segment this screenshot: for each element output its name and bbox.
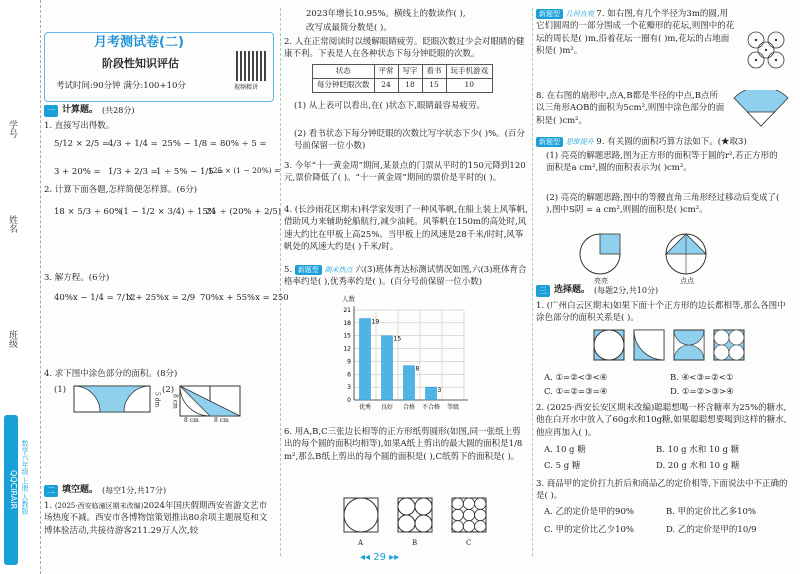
bar-良好 bbox=[382, 336, 393, 400]
qr-code-icon[interactable] bbox=[236, 51, 266, 81]
chart-y-label: 人数 bbox=[342, 295, 355, 303]
question-text: 2023年增长10.95%。横线上的数读作( ), bbox=[306, 9, 466, 19]
question-text: 6. 用A,B,C三张边长相等的正方形纸剪圆形(如图,同一张纸上剪出的每个圆的面积均相等),如果A纸上剪出的最大圆的面积是1/8 m²,那么B纸上剪出的每个圆的面积是( ),C纸剪下的面积是( )。 bbox=[284, 427, 523, 462]
thinking-tag: 思维提升 bbox=[565, 138, 594, 146]
figure-label: B bbox=[412, 539, 418, 547]
question-text: (2) 看书状态下每分钟眨眼的次数比写字状态下少( )%。(百分号前保留一位小数) bbox=[294, 129, 525, 152]
question-text: 2. 计算下面各题,怎样简便怎样算。(6分) bbox=[44, 185, 198, 195]
section-score: (共28分) bbox=[102, 106, 135, 116]
calc-item: 21 ÷ (20% + 2/5) bbox=[206, 207, 282, 217]
new-type-tag: 新题型 bbox=[536, 137, 563, 147]
circle-paper-figures bbox=[342, 496, 492, 536]
choice-option[interactable]: B. ④<③=②<① bbox=[670, 373, 734, 383]
column-divider bbox=[532, 8, 533, 556]
equation-item: 70%x + 55%x = 250 bbox=[200, 293, 289, 303]
x-tick-label: 合格 bbox=[402, 404, 416, 411]
question-text: 3. 解方程。(6分) bbox=[44, 273, 110, 283]
table-header-cell: 玩手机游戏 bbox=[446, 65, 493, 79]
left-binding-strip bbox=[0, 0, 41, 574]
calc-item: 3 + 20% = bbox=[54, 167, 101, 177]
calc-item: 18 × 5/3 ÷ 60% bbox=[54, 207, 123, 217]
new-type-tag: 新题型 bbox=[295, 265, 322, 275]
figure-label: A bbox=[358, 539, 364, 547]
data-label: 3 bbox=[437, 387, 442, 395]
choice-option[interactable]: B. 10 g 水和 10 g 糖 bbox=[656, 445, 740, 455]
x-tick-label: 良好 bbox=[380, 404, 394, 411]
section-title: 选择题。 bbox=[554, 285, 591, 296]
question-text: 3. 商品甲的定价打九折后和商品乙的定价相等,下面说法中不正确的是( )。 bbox=[536, 479, 788, 502]
x-tick-label: 等级 bbox=[446, 404, 460, 411]
figure-label: (1) bbox=[54, 385, 67, 395]
column-1 bbox=[44, 0, 289, 574]
calc-item: 5/12 × 2/5 = bbox=[54, 139, 110, 149]
choice-option[interactable]: C. 甲的定价比乙少10% bbox=[544, 525, 634, 535]
question-text: 8. 在右图的扇形中,点A,B都是半径的中点,B点所以三角形AOB的面积为5cm²,则图中涂色部分的面积是( )cm²。 bbox=[536, 91, 725, 126]
question-text: (1) 亮亮的解题思路,图为正方形的面积等于圆的r²,若正方形的面积是a cm²,圆的面积表示为( )cm²。 bbox=[546, 151, 778, 174]
name-label: 姓名 bbox=[7, 215, 17, 233]
page-subtitle: 阶段性知识评估 bbox=[102, 57, 179, 70]
blink-table bbox=[312, 64, 493, 93]
question-text: 1. (2025·西安临潼区期末改编)2024年国庆假期西安省游文艺市场热度不减。西安市各博物馆策划推出80余项主题展览和文博体验活动,共接待游客211.29万人次,较 bbox=[44, 501, 268, 536]
figure-label: (2) bbox=[162, 385, 175, 395]
table-cell: 15 bbox=[422, 78, 446, 92]
exam-time-line: 考试时间:90分钟 满分:100+10分 bbox=[56, 81, 186, 91]
question-text: 2. 人在正常阅读时以缓解眼睛疲劳。眨眼次数过少会对眼睛的健康不利。下表是人在各种状态下每分钟眨眼的次数。 bbox=[284, 37, 525, 60]
data-label: 19 bbox=[371, 318, 380, 326]
table-cell: 24 bbox=[374, 78, 398, 92]
x-tick-label: 不合格 bbox=[421, 404, 441, 411]
dimension-label: 8 cm bbox=[184, 417, 199, 424]
grade-label: 数学六年级 上册 人教版 bbox=[21, 440, 29, 515]
equation-item: 40%x − 1/4 = 7/12 bbox=[54, 293, 136, 303]
source-tag: (2025·西安临潼区期末改编) bbox=[54, 502, 144, 510]
section-1-header bbox=[44, 104, 134, 118]
dimension-label: 8 cm bbox=[214, 417, 229, 424]
table-cell: 18 bbox=[398, 78, 422, 92]
new-type-tag: 新题型 bbox=[536, 9, 563, 19]
calc-item: (1 − 1/2 × 3/4) ÷ 15% bbox=[120, 207, 216, 217]
question-text: 新题型 几何直观 7. 如右图,有几个半径为3m的圆,用它们圆周的一部分围成一个花瓣形的花坛,则图中的花坛的周长是( )m,沿着花坛一圈有( )m,花坛的占地面积是( )m²。 bbox=[536, 9, 735, 56]
x-tick-label: 优秀 bbox=[358, 404, 372, 411]
y-tick-label: 6 bbox=[347, 371, 351, 379]
calc-item: 25% − 1/8 = bbox=[162, 139, 217, 149]
choice-option[interactable]: A. ①=②<③<④ bbox=[544, 373, 608, 383]
calc-item: 125 × (1 − 20%) = bbox=[208, 166, 281, 175]
question-text: 4. 求下图中涂色部分的面积。(8分) bbox=[44, 369, 178, 379]
question-text: 新题型 思维提升 9. 有关圆的面积巧算方法如下。(★取3) bbox=[536, 136, 788, 148]
calc-item: 1 ÷ 5% − 1/5 = bbox=[156, 167, 224, 177]
dimension-label: 5 dm bbox=[153, 392, 161, 408]
section-score: (每空1分,共17分) bbox=[102, 486, 167, 496]
data-label: 15 bbox=[393, 335, 402, 343]
y-tick-label: 15 bbox=[343, 332, 351, 340]
square-options-figure bbox=[592, 328, 752, 362]
question-text: (1) 从上表可以看出,在( )状态下,眼睛最容易疲劳。 bbox=[294, 101, 485, 111]
class-label: 班级 bbox=[7, 330, 17, 348]
figure-label: 亮亮 bbox=[594, 277, 608, 285]
table-cell: 10 bbox=[446, 78, 493, 92]
calc-item: 4/3 ÷ 1/4 = bbox=[108, 139, 158, 149]
table-header-cell: 平常 bbox=[374, 65, 398, 79]
fitness-bar-chart bbox=[334, 300, 474, 418]
figure-label: 点点 bbox=[680, 277, 694, 285]
page-number bbox=[360, 552, 399, 563]
circle-method-figures bbox=[576, 232, 736, 276]
qr-caption: 视频精讲 bbox=[234, 84, 259, 91]
choice-option[interactable]: A. 乙的定价是甲的90% bbox=[544, 507, 634, 517]
next-arrow-icon: ▸▸ bbox=[385, 552, 400, 563]
hot-tag: 期末热点 bbox=[324, 266, 353, 274]
student-id-label: 学号 bbox=[7, 120, 17, 138]
y-tick-label: 3 bbox=[347, 384, 351, 392]
column-divider bbox=[280, 8, 281, 556]
table-header-cell: 写字 bbox=[398, 65, 422, 79]
table-header-cell: 状态 bbox=[313, 65, 375, 79]
choice-option[interactable]: D. 20 g 水和 10 g 糖 bbox=[656, 461, 740, 471]
choice-option[interactable]: C. ①=②=③=④ bbox=[544, 387, 608, 397]
y-tick-label: 0 bbox=[347, 397, 351, 404]
geometry-tag: 几何直观 bbox=[565, 10, 594, 18]
calc-item: 1/3 + 2/3 = bbox=[108, 167, 158, 177]
y-tick-label: 21 bbox=[343, 307, 351, 314]
section-badge: 一 bbox=[44, 105, 58, 117]
section-3-header bbox=[536, 284, 658, 298]
bar-合格 bbox=[404, 366, 415, 400]
y-tick-label: 12 bbox=[343, 345, 351, 353]
question-text: 5. 新题型 期末热点 六(3)班体育达标测试情况如图,六(3)班体育合格率约是( ),优秀率约是( )。(百分号前保留一位小数) bbox=[284, 265, 527, 288]
section-2-header bbox=[44, 484, 166, 498]
equation-item: x + 25%x = 2/9 bbox=[128, 293, 196, 303]
flower-bed-figure bbox=[746, 30, 786, 70]
section-score: (每题2分,共10分) bbox=[594, 286, 659, 296]
column-3 bbox=[536, 0, 792, 574]
question-text: 3. 今年“十一黄金周”期间,某景点的门票从平时的150元降到120元,票价降低了( )。“十一黄金周”期间的票价是平时的( )。 bbox=[284, 161, 526, 184]
figure-label: C bbox=[466, 539, 472, 547]
column-2 bbox=[284, 0, 530, 574]
calc-item: 80% ÷ 5 = bbox=[220, 139, 267, 149]
bar-不合格 bbox=[426, 387, 437, 400]
y-tick-label: 18 bbox=[343, 319, 351, 327]
choice-option[interactable]: A. 10 g 糖 bbox=[544, 445, 586, 455]
bar-优秀 bbox=[360, 319, 371, 400]
data-label: 8 bbox=[415, 365, 420, 373]
section-badge: 三 bbox=[536, 285, 550, 297]
table-cell: 每分钟眨眼次数 bbox=[313, 78, 375, 92]
sector-figure bbox=[732, 90, 790, 128]
choice-option[interactable]: B. 甲的定价比乙多10% bbox=[666, 507, 757, 517]
dimension-label: 8 cm bbox=[171, 394, 179, 409]
choice-option[interactable]: C. 5 g 糖 bbox=[544, 461, 581, 471]
page-title: 月考测试卷(二) bbox=[94, 35, 184, 50]
question-text: 4. (长沙雨花区期末)科学家发明了一种风筝帆,在船上装上风筝帆,借助风力来辅助轮船航行,减少油耗。风筝帆在150m的高处时,风速大约比在甲板上高25%。当甲板上的风速是28千米/时时,风筝帆处的风速大约是( )千米/时。 bbox=[284, 205, 528, 252]
question-text: 改写成最简分数是( )。 bbox=[306, 23, 392, 33]
table-header-cell: 看书 bbox=[422, 65, 446, 79]
question-text: 2. (2025·西安长安区期末改编)聪聪想喝一杯含糖率为25%的糖水,他在白开水中放入了60g水和10g糖,如果聪聪想要喝到这样的糖水,他应再加入( )。 bbox=[536, 403, 787, 438]
question-text: 1. (广州白云区期末)如果下面十个正方形的边长都相等,那么各图中涂色部分的面积关系是( )。 bbox=[536, 301, 786, 324]
section-title: 填空题。 bbox=[62, 485, 99, 496]
section-title: 计算题。 bbox=[62, 105, 99, 116]
y-tick-label: 9 bbox=[347, 358, 351, 366]
question-text: (2) 亮亮的解题思路,图中的等腰直角三角形经过移动后变成了( ),图中S阴 = a cm²,则圆的面积是( )cm²。 bbox=[546, 193, 780, 216]
brand-logo: QQCIRAIR bbox=[4, 415, 18, 565]
shaded-figure-1 bbox=[72, 384, 162, 418]
question-text: 1. 直接写出得数。 bbox=[44, 121, 115, 131]
page-number-value: 29 bbox=[373, 552, 386, 563]
choice-option[interactable]: D. 乙的定价是甲的10/9 bbox=[666, 525, 757, 535]
prev-arrow-icon: ◂◂ bbox=[360, 552, 374, 563]
section-badge: 二 bbox=[44, 485, 58, 497]
choice-option[interactable]: D. ①=②>③>④ bbox=[670, 387, 734, 397]
